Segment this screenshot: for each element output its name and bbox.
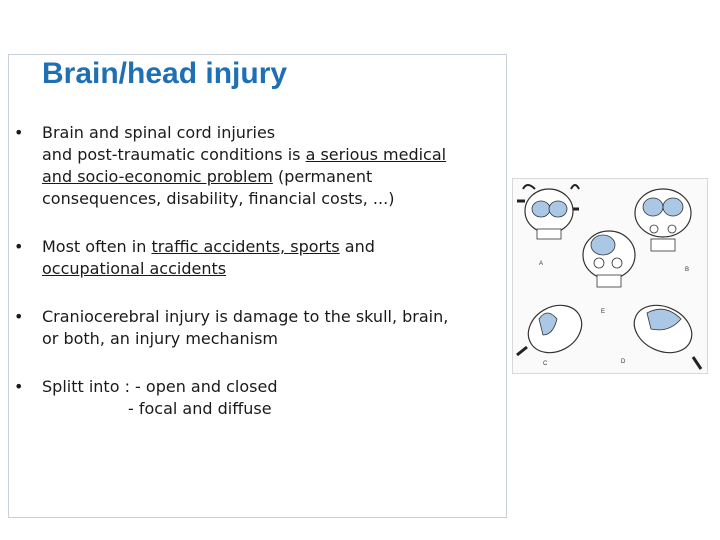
bullet-item	[12, 306, 502, 350]
bullet-text: and	[339, 237, 375, 256]
figure-label-b: B	[685, 267, 690, 273]
bullet-list	[12, 122, 502, 446]
bullet-text: Brain and spinal cord injuries	[42, 123, 276, 142]
bullet-item	[12, 236, 502, 280]
figure-label-a: A	[539, 261, 544, 267]
bullet-text: consequences, disability, financial costs, ...)	[42, 189, 395, 208]
bullet-line	[42, 376, 502, 398]
bullet-line	[42, 258, 502, 280]
skull-injury-figure	[513, 179, 707, 373]
bullet-text: Splitt into : - open and closed	[42, 377, 278, 396]
bullet-dot-icon: •	[14, 237, 24, 256]
bullet-dot-icon: •	[14, 307, 24, 326]
bullet-dot-icon: •	[14, 123, 24, 142]
underlined-text: and socio-economic problem	[42, 167, 273, 186]
bullet-line	[42, 144, 502, 166]
figure-label-d: D	[621, 359, 626, 365]
skull-tilted-left-icon	[517, 296, 590, 362]
skull-side-icon	[635, 189, 691, 251]
bullet-text: Craniocerebral injury is damage to the skull, brain,	[42, 307, 449, 326]
bullet-dot-icon: •	[14, 377, 24, 396]
figure-label-c: C	[543, 361, 548, 367]
bullet-line	[42, 236, 502, 258]
bullet-text: (permanent	[272, 167, 373, 186]
bullet-text: Most often in	[42, 237, 152, 256]
bullet-text: - focal and diffuse	[128, 399, 272, 418]
figure-label-e: E	[601, 309, 606, 315]
bullet-item	[12, 122, 502, 210]
skull-front-icon	[517, 185, 579, 239]
slide-title: Brain/head injury	[42, 57, 288, 90]
bullet-item	[12, 376, 502, 420]
underlined-text: a serious medical	[305, 145, 447, 164]
underlined-text: occupational accidents	[42, 259, 227, 278]
skull-tilted-right-icon	[627, 296, 701, 369]
bullet-text: and post-traumatic conditions is	[42, 145, 306, 164]
skull-injury-illustration	[512, 178, 708, 374]
bullet-text: or both, an injury mechanism	[42, 329, 278, 348]
bullet-line	[42, 188, 502, 210]
bullet-line	[42, 306, 502, 328]
bullet-line	[42, 166, 502, 188]
bullet-line	[42, 122, 502, 144]
underlined-text: traffic accidents, sports	[151, 237, 340, 256]
skull-center-icon	[583, 231, 635, 287]
bullet-line	[42, 398, 502, 420]
bullet-line	[42, 328, 502, 350]
